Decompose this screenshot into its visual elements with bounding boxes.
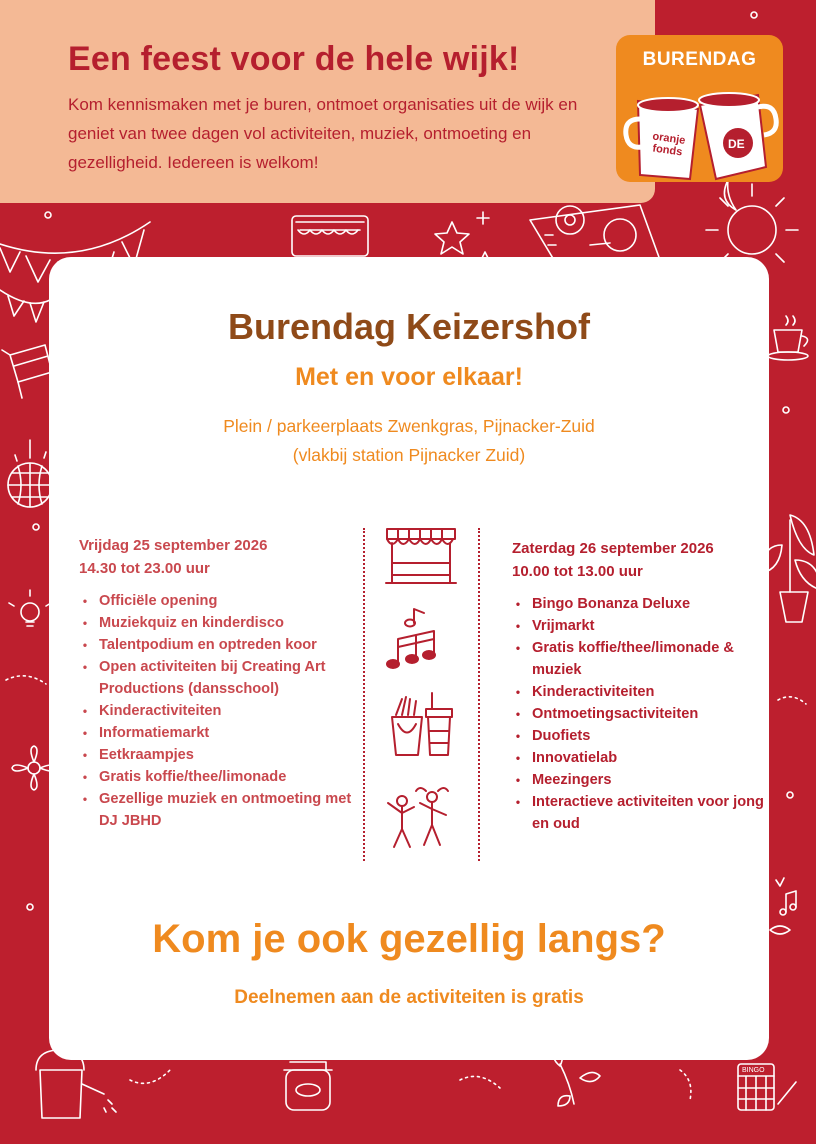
- intro-text: Kom kennismaken met je buren, ontmoet organisaties uit de wijk en geniet van twee dagen vol activiteiten, muziek, ontmoeting en gezelligheid. Iedereen is welkom!: [68, 95, 578, 172]
- music-doodle-icon: [770, 878, 796, 934]
- list-item: • Informatiemarkt: [79, 722, 369, 744]
- page-headline: Een feest voor de hele wijk!: [68, 40, 520, 78]
- list-item: • Duofiets: [512, 725, 767, 747]
- bullet-icon: •: [515, 641, 521, 655]
- list-item: • Gratis koffie/thee/limonade: [79, 766, 369, 788]
- location-line: Plein / parkeerplaats Zwenkgras, Pijnacker-Zuid: [223, 416, 595, 436]
- list-item: • Interactieve activiteiten voor jong en oud: [512, 791, 767, 835]
- fries-drink-icon: [392, 693, 452, 755]
- bullet-icon: •: [82, 638, 88, 652]
- bullet-icon: •: [515, 751, 521, 765]
- dotted-swirl: [6, 676, 46, 684]
- watering-can-icon: [36, 1050, 116, 1118]
- list-item: • Gratis koffie/thee/limonade & muziek: [512, 637, 767, 681]
- list-item: • Innovatielab: [512, 747, 767, 769]
- saturday-program: [512, 537, 767, 835]
- plant-icon: [762, 515, 816, 622]
- bullet-icon: •: [82, 726, 88, 740]
- bullet-icon: •: [82, 770, 88, 784]
- dotted-swirl: [460, 1076, 500, 1088]
- list-item: • Eetkraampjes: [79, 744, 369, 766]
- bullet-icon: •: [82, 748, 88, 762]
- bullet-icon: •: [515, 619, 521, 633]
- dotted-swirl: [130, 1070, 170, 1083]
- bullet-icon: •: [82, 704, 88, 718]
- logo-title: BURENDAG: [642, 49, 757, 70]
- list-item: • Vrijmarkt: [512, 615, 767, 637]
- food-truck-icon: [292, 216, 368, 256]
- saturday-date: Zaterdag 26 september 2026: [512, 540, 714, 557]
- bullet-icon: •: [515, 597, 521, 611]
- event-card: [49, 257, 769, 1060]
- oranje-fonds-label: [652, 112, 653, 113]
- call-to-action: Kom je ook gezellig langs?: [152, 917, 666, 961]
- music-notes-icon: [387, 609, 435, 668]
- bullet-icon: •: [515, 795, 521, 809]
- children-icon: [388, 788, 448, 847]
- saturday-time: 10.00 tot 13.00 uur: [512, 563, 643, 580]
- bingo-label: BINGO: [742, 1067, 765, 1074]
- svg-text:fonds: fonds: [651, 142, 684, 159]
- bullet-icon: •: [82, 594, 88, 608]
- dotted-divider: [363, 528, 365, 861]
- bingo-card-icon: [738, 1064, 796, 1110]
- mug-icon: [626, 98, 698, 179]
- dotted-swirl: [680, 1070, 691, 1100]
- event-subtitle: Met en voor elkaar!: [295, 363, 523, 391]
- lightbulb-icon: [9, 590, 51, 626]
- svg-text:oranje: oranje: [651, 130, 687, 147]
- header-band: [0, 0, 655, 203]
- leaf-icon: [724, 180, 736, 210]
- event-location: [49, 412, 769, 470]
- sparkle-icon: [477, 212, 489, 224]
- coffee-cup-icon: [768, 316, 808, 360]
- friday-list: [79, 590, 369, 832]
- bullet-icon: •: [515, 685, 521, 699]
- mug-icon: [699, 93, 776, 179]
- star-icon: [435, 222, 469, 254]
- friday-program: [79, 534, 369, 832]
- market-stall-icon: [386, 529, 456, 583]
- disco-ball-icon: [8, 440, 52, 507]
- bullet-icon: •: [515, 707, 521, 721]
- bullet-icon: •: [515, 773, 521, 787]
- burendag-logo: [616, 35, 783, 182]
- friday-date: Vrijdag 25 september 2026: [79, 537, 268, 554]
- dotted-swirl: [778, 697, 806, 704]
- list-item: • Kinderactiviteiten: [512, 681, 767, 703]
- de-logo-text: DE: [728, 137, 745, 151]
- bullet-icon: •: [82, 660, 88, 674]
- list-item: • Officiële opening: [79, 590, 369, 612]
- event-title: Burendag Keizershof: [227, 306, 591, 347]
- jar-icon: [284, 1062, 332, 1110]
- center-icons: [372, 519, 472, 859]
- free-participation-note: Deelnemen aan de activiteiten is gratis: [234, 987, 584, 1008]
- list-item: • Ontmoetingsactiviteiten: [512, 703, 767, 725]
- location-line: (vlakbij station Pijnacker Zuid): [292, 445, 526, 465]
- mugs-illustration: [616, 75, 783, 182]
- list-item: • Open activiteiten bij Creating Art Productions (dansschool): [79, 656, 369, 700]
- bullet-icon: •: [82, 792, 88, 806]
- market-stall-doodle-icon: [2, 345, 56, 398]
- list-item: • Muziekquiz en kinderdisco: [79, 612, 369, 634]
- list-item: • Meezingers: [512, 769, 767, 791]
- list-item: • Bingo Bonanza Deluxe: [512, 593, 767, 615]
- bullet-icon: •: [515, 729, 521, 743]
- saturday-list: [512, 593, 767, 835]
- list-item: • Talentpodium en optreden koor: [79, 634, 369, 656]
- dotted-divider: [478, 528, 480, 861]
- bullet-icon: •: [82, 616, 88, 630]
- list-item: • Kinderactiviteiten: [79, 700, 369, 722]
- list-item: • Gezellige muziek en ontmoeting met DJ JBHD: [79, 788, 369, 832]
- friday-time: 14.30 tot 23.00 uur: [79, 560, 210, 577]
